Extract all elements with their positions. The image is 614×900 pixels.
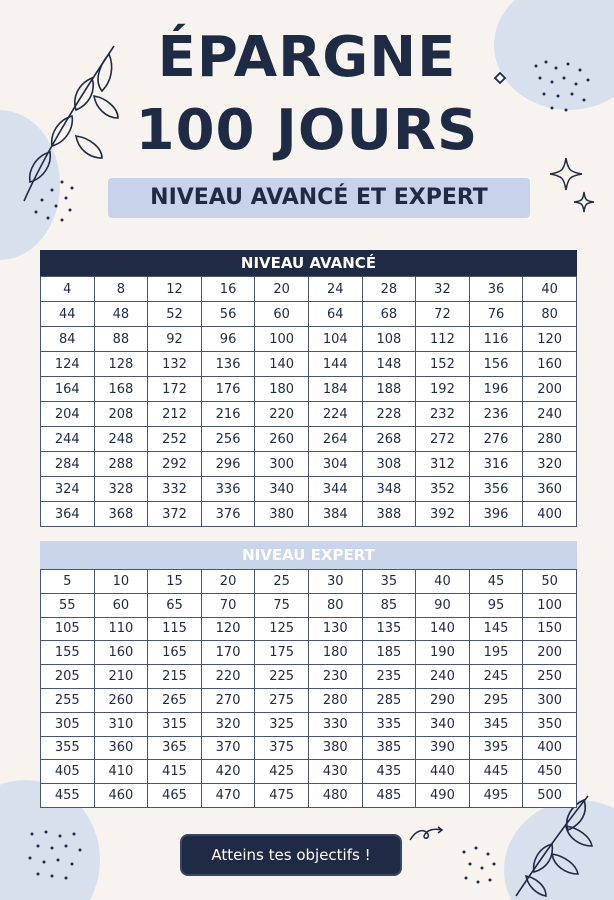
grid-cell: 40	[523, 277, 577, 302]
grid-cell: 352	[416, 477, 470, 502]
grid-cell: 415	[148, 760, 202, 784]
grid-cell: 136	[201, 352, 255, 377]
grid-cell: 8	[94, 277, 148, 302]
grid-cell: 5	[41, 570, 95, 594]
grid-cell: 140	[255, 352, 309, 377]
grid-cell: 24	[308, 277, 362, 302]
grid-cell: 132	[148, 352, 202, 377]
grid-cell: 375	[255, 736, 309, 760]
grid-row	[41, 277, 577, 302]
grid-cell: 175	[255, 641, 309, 665]
grid-cell: 336	[201, 477, 255, 502]
grid-row	[41, 712, 577, 736]
grid-cell: 470	[201, 784, 255, 808]
grid-cell: 76	[469, 302, 523, 327]
grid-row	[41, 593, 577, 617]
grid-cell: 80	[523, 302, 577, 327]
grid-cell: 328	[94, 477, 148, 502]
grid-cell: 224	[308, 402, 362, 427]
grid-cell: 225	[255, 665, 309, 689]
grid-cell: 390	[416, 736, 470, 760]
grid-cell: 340	[416, 712, 470, 736]
grid-cell: 252	[148, 427, 202, 452]
grid-cell: 325	[255, 712, 309, 736]
swirl-arrow-icon	[408, 824, 444, 844]
grid-cell: 205	[41, 665, 95, 689]
grid-cell: 400	[523, 736, 577, 760]
grid-cell: 195	[469, 641, 523, 665]
grid-cell: 156	[469, 352, 523, 377]
grid-cell: 30	[308, 570, 362, 594]
grid-cell: 65	[148, 593, 202, 617]
grid-cell: 105	[41, 617, 95, 641]
grid-cell: 75	[255, 593, 309, 617]
grid-row	[41, 352, 577, 377]
grid-cell: 245	[469, 665, 523, 689]
grid-cell: 364	[41, 502, 95, 527]
grid-cell: 312	[416, 452, 470, 477]
grid-cell: 384	[308, 502, 362, 527]
grid-cell: 490	[416, 784, 470, 808]
grid-cell: 360	[523, 477, 577, 502]
grid-cell: 148	[362, 352, 416, 377]
grid-cell: 475	[255, 784, 309, 808]
grid-cell: 196	[469, 377, 523, 402]
grid-cell: 335	[362, 712, 416, 736]
grid-cell: 315	[148, 712, 202, 736]
grid-row	[41, 377, 577, 402]
grid-cell: 96	[201, 327, 255, 352]
grid-cell: 164	[41, 377, 95, 402]
grid-cell: 95	[469, 593, 523, 617]
footer-goal-badge: Atteins tes objectifs !	[180, 834, 402, 876]
grid-cell: 215	[148, 665, 202, 689]
grid-cell: 124	[41, 352, 95, 377]
grid-cell: 276	[469, 427, 523, 452]
grid-cell: 385	[362, 736, 416, 760]
grid-cell: 250	[523, 665, 577, 689]
grid-cell: 116	[469, 327, 523, 352]
grid-cell: 376	[201, 502, 255, 527]
grid-cell: 260	[255, 427, 309, 452]
grid-cell: 25	[255, 570, 309, 594]
grid-cell: 320	[523, 452, 577, 477]
grid-row	[41, 477, 577, 502]
grid-cell: 88	[94, 327, 148, 352]
grid-cell: 348	[362, 477, 416, 502]
grid-row	[41, 302, 577, 327]
page-subtitle: NIVEAU AVANCÉ ET EXPERT	[150, 185, 488, 210]
grid-cell: 92	[148, 327, 202, 352]
grid-cell: 255	[41, 688, 95, 712]
grid-cell: 44	[41, 302, 95, 327]
grid-cell: 368	[94, 502, 148, 527]
grid-cell: 310	[94, 712, 148, 736]
grid-cell: 200	[523, 641, 577, 665]
grid-cell: 84	[41, 327, 95, 352]
grid-row	[41, 427, 577, 452]
grid-cell: 256	[201, 427, 255, 452]
grid-cell: 405	[41, 760, 95, 784]
grid-cell: 240	[523, 402, 577, 427]
grid-cell: 275	[255, 688, 309, 712]
grid-cell: 36	[469, 277, 523, 302]
grid-cell: 304	[308, 452, 362, 477]
grid-cell: 120	[201, 617, 255, 641]
grid-cell: 455	[41, 784, 95, 808]
grid-cell: 4	[41, 277, 95, 302]
grid-cell: 85	[362, 593, 416, 617]
grid-cell: 104	[308, 327, 362, 352]
grid-cell: 268	[362, 427, 416, 452]
grid-row	[41, 502, 577, 527]
grid-avance	[40, 276, 577, 527]
section-header-expert: NIVEAU EXPERT	[40, 541, 577, 569]
grid-cell: 165	[148, 641, 202, 665]
grid-cell: 100	[523, 593, 577, 617]
grid-row	[41, 784, 577, 808]
grid-cell: 308	[362, 452, 416, 477]
grid-cell: 230	[308, 665, 362, 689]
grid-cell: 210	[94, 665, 148, 689]
grid-cell: 445	[469, 760, 523, 784]
grid-row	[41, 736, 577, 760]
grid-cell: 64	[308, 302, 362, 327]
grid-cell: 70	[201, 593, 255, 617]
grid-cell: 340	[255, 477, 309, 502]
grid-cell: 184	[308, 377, 362, 402]
grid-cell: 410	[94, 760, 148, 784]
grid-cell: 120	[523, 327, 577, 352]
grid-cell: 10	[94, 570, 148, 594]
section-header-avance: NIVEAU AVANCÉ	[40, 250, 577, 276]
grid-cell: 435	[362, 760, 416, 784]
grid-cell: 220	[255, 402, 309, 427]
grid-cell: 16	[201, 277, 255, 302]
grid-cell: 32	[416, 277, 470, 302]
grid-cell: 395	[469, 736, 523, 760]
grid-cell: 176	[201, 377, 255, 402]
grid-row	[41, 641, 577, 665]
grid-cell: 305	[41, 712, 95, 736]
sparkle-star-icon	[548, 156, 598, 220]
grid-cell: 316	[469, 452, 523, 477]
grid-cell: 300	[255, 452, 309, 477]
grid-cell: 380	[255, 502, 309, 527]
grid-cell: 90	[416, 593, 470, 617]
grid-cell: 425	[255, 760, 309, 784]
grid-cell: 112	[416, 327, 470, 352]
grid-cell: 52	[148, 302, 202, 327]
grid-cell: 500	[523, 784, 577, 808]
grid-cell: 460	[94, 784, 148, 808]
grid-row	[41, 760, 577, 784]
grid-cell: 495	[469, 784, 523, 808]
grid-cell: 265	[148, 688, 202, 712]
grid-cell: 380	[308, 736, 362, 760]
grid-cell: 290	[416, 688, 470, 712]
grid-cell: 130	[308, 617, 362, 641]
grid-cell: 55	[41, 593, 95, 617]
grid-cell: 155	[41, 641, 95, 665]
grid-cell: 144	[308, 352, 362, 377]
grid-cell: 216	[201, 402, 255, 427]
grid-cell: 332	[148, 477, 202, 502]
dots-cluster-icon	[22, 826, 92, 886]
grid-cell: 295	[469, 688, 523, 712]
dots-cluster-icon	[22, 176, 82, 226]
grid-cell: 188	[362, 377, 416, 402]
grid-cell: 208	[94, 402, 148, 427]
grid-cell: 135	[362, 617, 416, 641]
grid-cell: 360	[94, 736, 148, 760]
grid-cell: 320	[201, 712, 255, 736]
grid-expert	[40, 569, 577, 808]
grid-cell: 228	[362, 402, 416, 427]
grid-cell: 204	[41, 402, 95, 427]
grid-cell: 35	[362, 570, 416, 594]
grid-cell: 356	[469, 477, 523, 502]
grid-cell: 145	[469, 617, 523, 641]
grid-row	[41, 452, 577, 477]
grid-cell: 480	[308, 784, 362, 808]
grid-cell: 485	[362, 784, 416, 808]
grid-cell: 140	[416, 617, 470, 641]
grid-cell: 128	[94, 352, 148, 377]
grid-cell: 372	[148, 502, 202, 527]
grid-cell: 12	[148, 277, 202, 302]
grid-cell: 400	[523, 502, 577, 527]
grid-cell: 20	[201, 570, 255, 594]
grid-cell: 284	[41, 452, 95, 477]
grid-cell: 324	[41, 477, 95, 502]
grid-row	[41, 688, 577, 712]
grid-cell: 115	[148, 617, 202, 641]
grid-cell: 185	[362, 641, 416, 665]
grid-cell: 285	[362, 688, 416, 712]
grid-cell: 288	[94, 452, 148, 477]
grid-cell: 220	[201, 665, 255, 689]
grid-cell: 365	[148, 736, 202, 760]
grid-cell: 330	[308, 712, 362, 736]
page-title-line1: ÉPARGNE	[157, 25, 457, 90]
grid-cell: 60	[255, 302, 309, 327]
grid-cell: 172	[148, 377, 202, 402]
grid-row	[41, 402, 577, 427]
grid-cell: 260	[94, 688, 148, 712]
grid-cell: 110	[94, 617, 148, 641]
grid-cell: 56	[201, 302, 255, 327]
grid-cell: 170	[201, 641, 255, 665]
grid-cell: 20	[255, 277, 309, 302]
grid-cell: 72	[416, 302, 470, 327]
grid-cell: 430	[308, 760, 362, 784]
grid-cell: 160	[523, 352, 577, 377]
grid-cell: 440	[416, 760, 470, 784]
grid-cell: 280	[523, 427, 577, 452]
grid-cell: 248	[94, 427, 148, 452]
grid-cell: 180	[255, 377, 309, 402]
grid-cell: 40	[416, 570, 470, 594]
grid-cell: 212	[148, 402, 202, 427]
grid-cell: 296	[201, 452, 255, 477]
page-title-line2: 100 JOURS	[135, 98, 479, 163]
grid-row	[41, 617, 577, 641]
grid-cell: 28	[362, 277, 416, 302]
grid-cell: 235	[362, 665, 416, 689]
grid-cell: 345	[469, 712, 523, 736]
grid-cell: 344	[308, 477, 362, 502]
grid-row	[41, 327, 577, 352]
grid-cell: 420	[201, 760, 255, 784]
grid-cell: 168	[94, 377, 148, 402]
grid-cell: 190	[416, 641, 470, 665]
grid-cell: 160	[94, 641, 148, 665]
grid-cell: 108	[362, 327, 416, 352]
grid-cell: 264	[308, 427, 362, 452]
grid-cell: 45	[469, 570, 523, 594]
grid-cell: 370	[201, 736, 255, 760]
grid-cell: 80	[308, 593, 362, 617]
grid-cell: 15	[148, 570, 202, 594]
grid-cell: 392	[416, 502, 470, 527]
grid-cell: 240	[416, 665, 470, 689]
grid-cell: 465	[148, 784, 202, 808]
grid-cell: 192	[416, 377, 470, 402]
grid-cell: 68	[362, 302, 416, 327]
grid-cell: 180	[308, 641, 362, 665]
grid-cell: 270	[201, 688, 255, 712]
grid-cell: 292	[148, 452, 202, 477]
grid-cell: 388	[362, 502, 416, 527]
grid-cell: 232	[416, 402, 470, 427]
grid-row	[41, 570, 577, 594]
grid-cell: 50	[523, 570, 577, 594]
grid-cell: 300	[523, 688, 577, 712]
grid-cell: 150	[523, 617, 577, 641]
grid-cell: 48	[94, 302, 148, 327]
grid-cell: 244	[41, 427, 95, 452]
grid-cell: 125	[255, 617, 309, 641]
grid-cell: 355	[41, 736, 95, 760]
grid-row	[41, 665, 577, 689]
grid-cell: 450	[523, 760, 577, 784]
grid-cell: 280	[308, 688, 362, 712]
grid-cell: 200	[523, 377, 577, 402]
grid-cell: 396	[469, 502, 523, 527]
grid-cell: 100	[255, 327, 309, 352]
grid-cell: 350	[523, 712, 577, 736]
grid-cell: 236	[469, 402, 523, 427]
grid-cell: 152	[416, 352, 470, 377]
grid-cell: 60	[94, 593, 148, 617]
grid-cell: 272	[416, 427, 470, 452]
